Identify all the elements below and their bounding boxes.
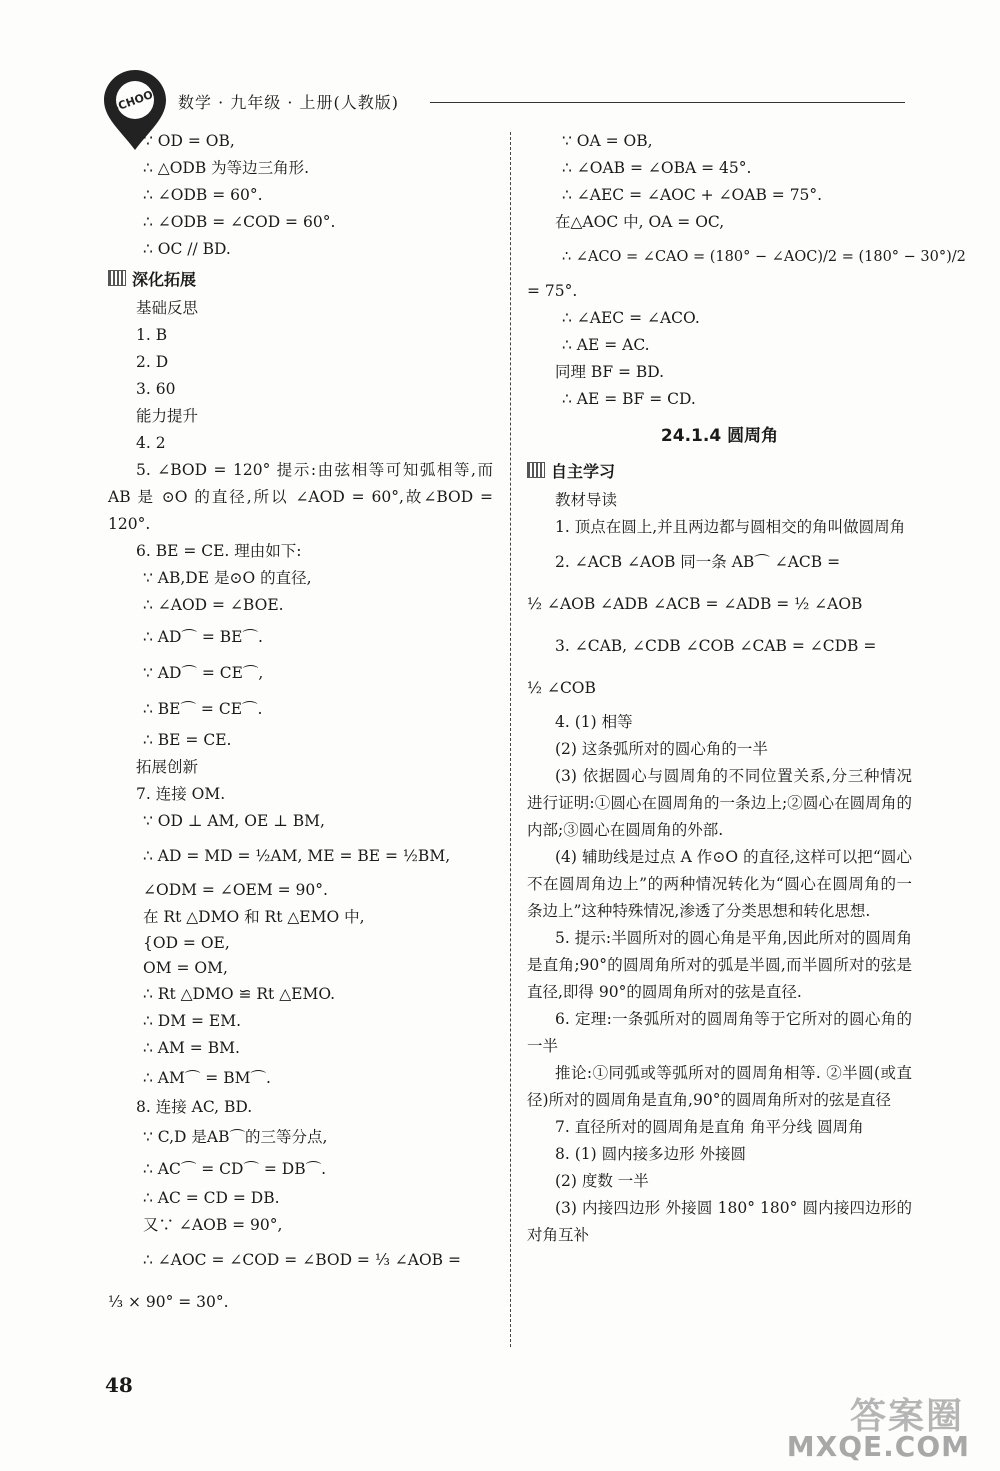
text-line: ∴ ∠OAB = ∠OBA = 45°. <box>562 159 752 177</box>
answer-line: ½ ∠AOB ∠ADB ∠ACB = ∠ADB = ½ ∠AOB <box>527 595 863 613</box>
text-line: ∴ Rt △DMO ≌ Rt △EMO. <box>143 985 336 1003</box>
text-line: ∴ AC⌒ = CD⌒ = DB⌒. <box>143 1160 327 1178</box>
text-line: ∵ OA = OB, <box>562 132 653 150</box>
answer-line: 3. ∠CAB, ∠CDB ∠COB ∠CAB = ∠CDB = <box>555 637 877 655</box>
text-line: ∴ OC // BD. <box>143 240 231 258</box>
text-line: 在 Rt △DMO 和 Rt △EMO 中, <box>143 908 365 926</box>
answer-line: 6. BE = CE. 理由如下: <box>136 542 302 560</box>
answer-line: 7. 连接 OM. <box>136 785 226 803</box>
text-line: {OD = OE, <box>143 934 230 952</box>
answer-paragraph: (3) 内接四边形 外接圆 180° 180° 圆内接四边形的对角互补 <box>527 1199 912 1244</box>
text-line: ∴ △ODB 为等边三角形. <box>143 159 310 177</box>
subsection-label: 能力提升 <box>136 407 199 425</box>
answer-paragraph: (3) 依据圆心与圆周角的不同位置关系,分三种情况进行证明:①圆心在圆周角的一条边上;②圆心在圆周角的内部;③圆心在圆周角的外部. <box>527 767 912 839</box>
text-line: ∴ ∠AOD = ∠BOE. <box>143 596 284 614</box>
answer-paragraph: 1. 顶点在圆上,并且两边都与圆相交的角叫做圆周角 <box>555 518 906 536</box>
answer-line: 2. D <box>136 353 169 371</box>
subsection-label: 基础反思 <box>136 299 199 317</box>
answer-line: 3. 60 <box>136 380 176 398</box>
text-line: OM = OM, <box>143 959 228 977</box>
text-line: ∴ ∠ACO = ∠CAO = (180° − ∠AOC)/2 = (180° − 30°)/2 <box>562 249 966 265</box>
answer-paragraph: 6. 定理:一条弧所对的圆周角等于它所对的圆心角的一半 <box>527 1010 912 1055</box>
text-line: ∴ AE = AC. <box>562 336 650 354</box>
answer-paragraph: 5. 提示:半圆所对的圆心角是平角,因此所对的圆周角是直角;90°的圆周角所对的弧是半圆,而半圆所对的弦是直径,即得 90°的圆周角所对的弦是直径. <box>527 929 912 1001</box>
text-line: ∴ ∠ODB = ∠COD = 60°. <box>143 213 336 231</box>
answer-line: 2. ∠ACB ∠AOB 同一条 AB⌒ ∠ACB = <box>555 553 841 571</box>
section-heading: 深化拓展 <box>108 265 493 295</box>
text-line: ∵ OD ⊥ AM, OE ⊥ BM, <box>143 812 325 830</box>
text-line: ∴ AM = BM. <box>143 1039 240 1057</box>
answer-line: 8. (1) 圆内接多边形 外接圆 <box>555 1145 747 1163</box>
header-rule <box>430 102 905 103</box>
text-line: ∴ DM = EM. <box>143 1012 242 1030</box>
watermark-url: MXQE.COM <box>786 1430 970 1463</box>
column-divider <box>510 132 511 1347</box>
text-line: ∴ ∠AEC = ∠ACO. <box>562 309 700 327</box>
text-line: ∴ AM⌒ = BM⌒. <box>143 1069 271 1087</box>
text-line: 在△AOC 中, OA = OC, <box>555 213 725 231</box>
answer-line: 4. 2 <box>136 434 166 452</box>
section-heading: 自主学习 <box>527 457 912 487</box>
subsection-label: 拓展创新 <box>136 758 199 776</box>
lesson-title: 24.1.4 圆周角 <box>660 426 779 446</box>
text-line: = 75°. <box>527 282 578 300</box>
book-title: 数学 · 九年级 · 上册(人教版) <box>178 93 400 112</box>
section-marker-icon <box>527 462 545 478</box>
answer-paragraph: 推论:①同弧或等弧所对的圆周角相等. ②半圆(或直径)所对的圆周角是直角,90°的圆周角所对的弦是直径 <box>527 1064 912 1109</box>
text-line: ∴ AD⌒ = BE⌒. <box>143 628 263 646</box>
text-line: ∴ ∠AEC = ∠AOC + ∠OAB = 75°. <box>562 186 823 204</box>
svg-text:SCHOOL: SCHOOL <box>109 85 162 116</box>
text-line: ⅓ × 90° = 30°. <box>108 1293 229 1311</box>
answer-paragraph: 5. ∠BOD = 120° 提示:由弦相等可知弧相等,而 AB 是 ⊙O 的直径,所以 ∠AOD = 60°,故∠BOD = 120°. <box>108 461 493 533</box>
watermark-logo: 答案圈 <box>849 1396 964 1437</box>
text-line: ∴ AC = CD = DB. <box>143 1189 280 1207</box>
answer-line: 4. (1) 相等 <box>555 713 633 731</box>
text-line: ∠ODM = ∠OEM = 90°. <box>143 881 328 899</box>
section-marker-icon <box>108 270 126 286</box>
text-line: ∴ ∠AOC = ∠COD = ∠BOD = ⅓ ∠AOB = <box>143 1251 461 1269</box>
answer-line: (2) 这条弧所对的圆心角的一半 <box>555 740 768 758</box>
answer-line: (2) 度数 一半 <box>555 1172 649 1190</box>
text-line: ∵ AB,DE 是⊙O 的直径, <box>143 569 312 587</box>
text-line: ∴ AE = BF = CD. <box>562 390 696 408</box>
subsection-label: 教材导读 <box>555 491 618 509</box>
answer-line: 1. B <box>136 326 168 344</box>
text-line: ∵ C,D 是AB⌒的三等分点, <box>143 1128 328 1146</box>
text-line: ∵ OD = OB, <box>143 132 235 150</box>
left-column <box>108 128 493 1323</box>
answer-line: ½ ∠COB <box>527 679 596 697</box>
right-column <box>527 128 966 1249</box>
text-line: ∴ AD = MD = ½AM, ME = BE = ½BM, <box>143 847 451 865</box>
answer-line: 8. 连接 AC, BD. <box>136 1098 253 1116</box>
answer-paragraph: (4) 辅助线是过点 A 作⊙O 的直径,这样可以把“圆心不在圆周角边上”的两种情况转化为“圆心在圆周角的一条边上”这种特殊情况,渗透了分类思想和转化思想. <box>527 848 912 920</box>
answer-line: 7. 直径所对的圆周角是直角 角平分线 圆周角 <box>555 1118 864 1136</box>
text-line: ∴ BE = CE. <box>143 731 232 749</box>
text-line: 又∵ ∠AOB = 90°, <box>143 1216 283 1234</box>
text-line: ∵ AD⌒ = CE⌒, <box>143 664 264 682</box>
text-line: ∴ ∠ODB = 60°. <box>143 186 263 204</box>
page-number: 48 <box>105 1373 133 1397</box>
text-line: ∴ BE⌒ = CE⌒. <box>143 700 263 718</box>
text-line: 同理 BF = BD. <box>555 363 665 381</box>
